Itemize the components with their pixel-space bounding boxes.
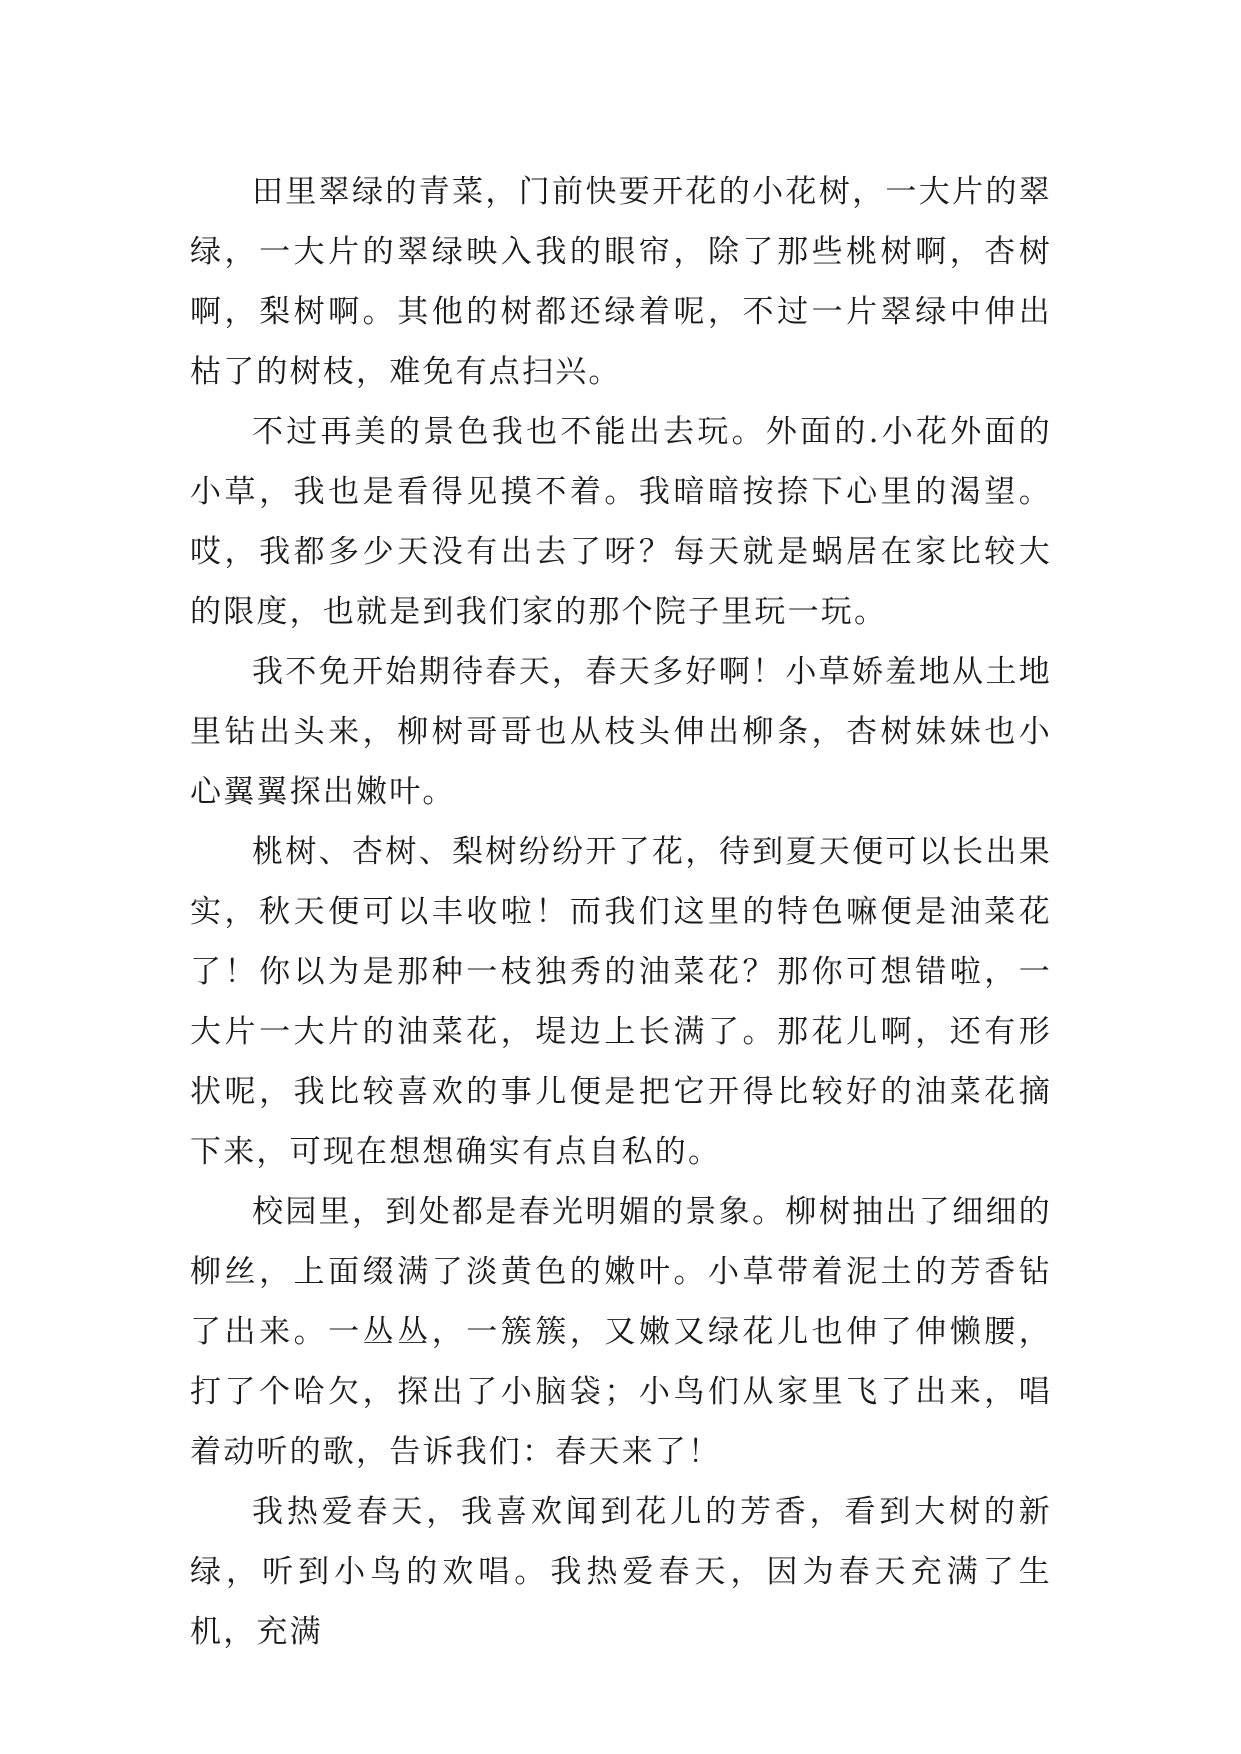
paragraph-6: 我热爱春天，我喜欢闻到花儿的芳香，看到大树的新绿，听到小鸟的欢唱。我热爱春天，因为春天充满了生机，充满 bbox=[190, 1494, 1052, 1650]
document-body bbox=[190, 162, 1052, 1662]
paragraph-4: 桃树、杏树、梨树纷纷开了花，待到夏天便可以长出果实，秋天便可以丰收啦！而我们这里的特色嘛便是油菜花了！你以为是那种一枝独秀的油菜花？那你可想错啦，一大片一大片的油菜花，堤边上长满了。那花儿啊，还有形状呢，我比较喜欢的事儿便是把它开得比较好的油菜花摘下来，可现在想想确实有点自私的。 bbox=[190, 834, 1052, 1170]
paragraph-2: 不过再美的景色我也不能出去玩。外面的.小花外面的小草，我也是看得见摸不着。我暗暗按捺下心里的渴望。哎，我都多少天没有出去了呀？每天就是蜗居在家比较大的限度，也就是到我们家的那个院子里玩一玩。 bbox=[190, 414, 1052, 630]
paragraph-1: 田里翠绿的青菜，门前快要开花的小花树，一大片的翠绿，一大片的翠绿映入我的眼帘，除了那些桃树啊，杏树啊，梨树啊。其他的树都还绿着呢，不过一片翠绿中伸出枯了的树枝，难免有点扫兴。 bbox=[190, 174, 1052, 390]
paragraph-5: 校园里，到处都是春光明媚的景象。柳树抽出了细细的柳丝，上面缀满了淡黄色的嫩叶。小草带着泥土的芳香钻了出来。一丛丛，一簇簇，又嫩又绿花儿也伸了伸懒腰，打了个哈欠，探出了小脑袋；小鸟们从家里飞了出来，唱着动听的歌，告诉我们：春天来了！ bbox=[190, 1194, 1052, 1470]
paragraph-3: 我不免开始期待春天，春天多好啊！小草娇羞地从土地里钻出头来，柳树哥哥也从枝头伸出柳条，杏树妹妹也小心翼翼探出嫩叶。 bbox=[190, 654, 1052, 810]
